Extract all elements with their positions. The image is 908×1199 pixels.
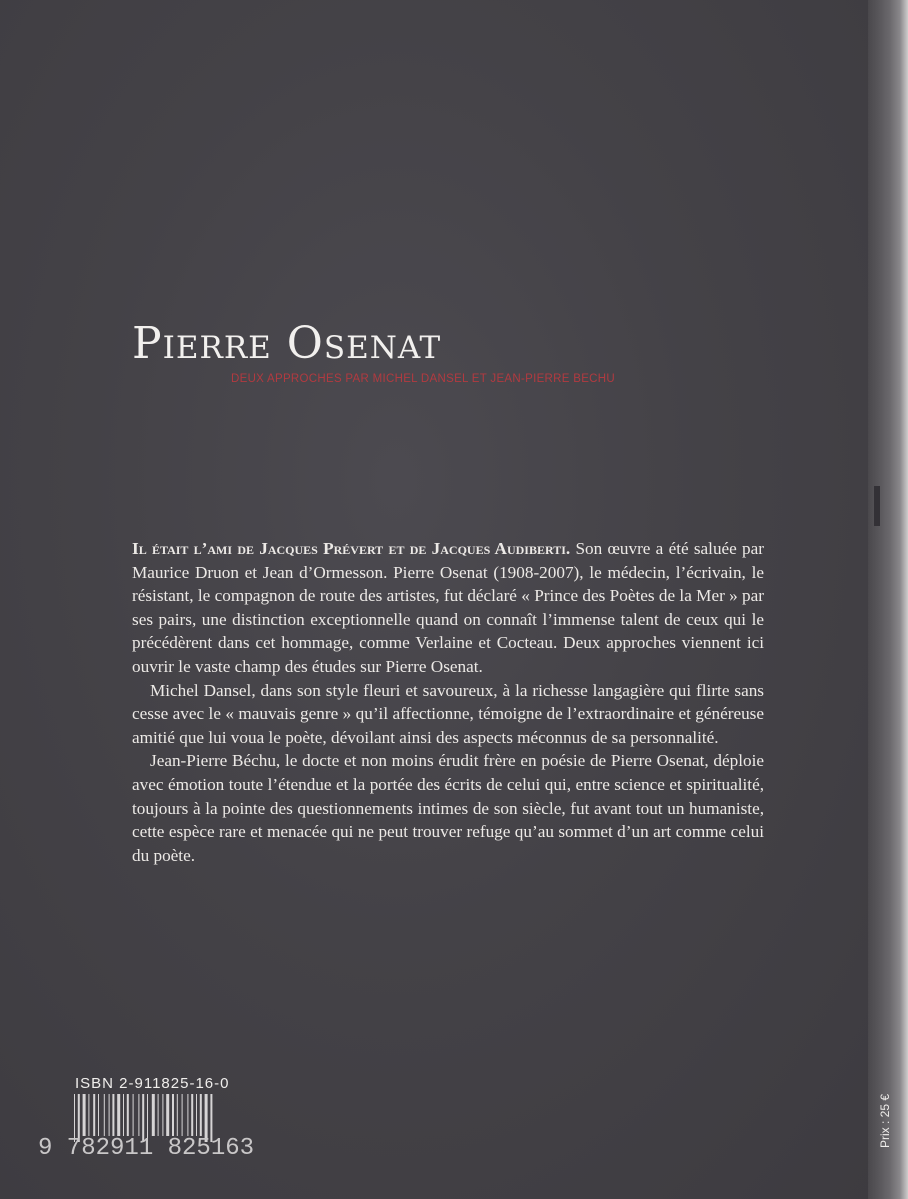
barcode-bar [133, 1094, 134, 1136]
barcode-bar [196, 1094, 197, 1136]
blurb-paragraph-3: Jean-Pierre Béchu, le docte et non moins érudit frère en poésie de Pierre Osenat, déploie avec émotion toute l’étendue et la portée des écrits de celui qui, entre science et spiritualité, toujours à la pointe des questionnements intimes de son siècle, fut avant tout un humaniste, cette espèce rare et menacée qui ne peut trouver refuge qu’au sommet d’un art comme celui du poète. [132, 751, 764, 865]
barcode-bar [117, 1094, 120, 1136]
blurb-paragraph-2: Michel Dansel, dans son style fleuri et savoureux, à la richesse langagière qui flirte sans cesse avec le « mauvais genre » qu’il affectionne, témoigne de l’extraordinaire et généreuse amitié que lui voua le poète, dévoilant ainsi des aspects méconnus de sa personnalité. [132, 680, 764, 747]
barcode-bar [191, 1094, 193, 1136]
barcode-bar [200, 1094, 202, 1136]
barcode-bar [109, 1094, 110, 1136]
book-subtitle: DEUX APPROCHES PAR MICHEL DANSEL ET JEAN-PIERRE BECHU [231, 373, 615, 385]
barcode-bar [152, 1094, 155, 1136]
isbn-label: ISBN 2-911825-16-0 [75, 1075, 230, 1092]
blurb-paragraph-1 [132, 537, 764, 679]
barcode-bar [172, 1094, 174, 1136]
barcode-bar [177, 1094, 178, 1136]
blurb [132, 537, 764, 867]
barcode-bar [83, 1094, 86, 1136]
barcode-bar [93, 1094, 95, 1136]
barcode-bar [88, 1094, 89, 1136]
barcode-bar [187, 1094, 188, 1136]
blurb-lead: Il était l’ami de Jacques Prévert et de Jacques Audiberti. [132, 539, 571, 558]
barcode-bar [158, 1094, 159, 1136]
barcode-bar [127, 1094, 129, 1136]
barcode-bar [104, 1094, 105, 1136]
barcode-bar [112, 1094, 114, 1136]
blurb-paragraph-1-text: Son œuvre a été saluée par Maurice Druon et Jean d’Ormesson. Pierre Osenat (1908-2007), le médecin, l’écrivain, le résistant, le compagnon de route des artistes, fut déclaré « Prince des Poètes de la Mer » par ses pairs, une distinction exceptionnelle quand on connaît l’immense talent de ceux qui le précédèrent dans cet hommage, comme Verlaine et Cocteau. Deux approches viennent ici ouvrir le vaste champ des études sur Pierre Osenat. [132, 539, 765, 676]
edge-notch [874, 486, 880, 526]
barcode-bar [182, 1094, 183, 1136]
barcode-bar [98, 1094, 99, 1136]
barcode-digits: 9 782911 825163 [38, 1135, 255, 1162]
price-label: Prix : 25 € [878, 1093, 892, 1148]
barcode-bar [138, 1094, 139, 1136]
barcode-bar [162, 1094, 163, 1136]
barcode-bar [166, 1094, 169, 1136]
barcode-bar [123, 1094, 124, 1136]
book-title: Pierre Osenat [132, 318, 442, 369]
cover-spine-edge [868, 0, 908, 1199]
